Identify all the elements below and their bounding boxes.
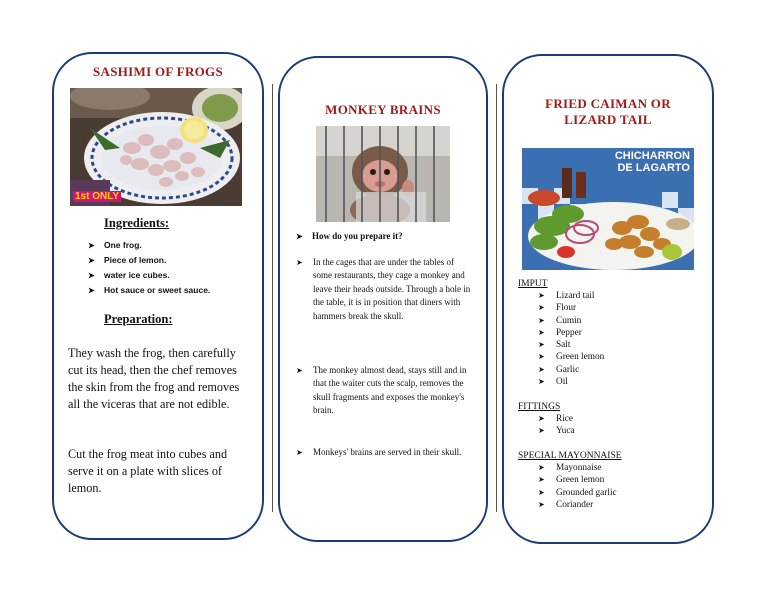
list-item: ➤ Hot sauce or sweet sauce.	[88, 283, 248, 298]
monkey-title: MONKEY BRAINS	[325, 102, 441, 117]
list-item: ➤ Piece of lemon.	[88, 253, 248, 268]
fittings-list	[538, 413, 698, 438]
arrow-bullet-icon: ➤	[538, 352, 545, 362]
monkey-photo	[316, 126, 450, 222]
preparation-heading: Preparation:	[104, 312, 173, 326]
prepare-step-3: ➤ Monkeys' brains are served in their skull.	[296, 446, 474, 459]
photo-caption: CHICHARRON DE LAGARTO	[614, 150, 690, 174]
list-item: ➤ Cumin	[538, 315, 582, 326]
list-item: ➤ Lizard tail	[538, 291, 595, 301]
ingredients-list	[88, 238, 248, 298]
arrow-bullet-icon: ➤	[296, 258, 303, 267]
prepare-question: ➤ How do you prepare it?	[296, 230, 474, 243]
mayonnaise-list	[538, 462, 698, 511]
arrow-bullet-icon: ➤	[538, 463, 545, 472]
arrow-bullet-icon: ➤	[538, 340, 545, 350]
preparation-paragraph-2: Cut the frog meat into cubes and serve it on a plate with slices of lemon.	[68, 447, 228, 495]
arrow-bullet-icon: ➤	[538, 475, 545, 485]
arrow-bullet-icon: ➤	[88, 271, 95, 280]
arrow-bullet-icon: ➤	[538, 414, 545, 423]
list-item: ➤ Mayonnaise	[538, 463, 602, 473]
input-list	[538, 290, 698, 388]
arrow-bullet-icon: ➤	[296, 366, 303, 375]
list-item: ➤ Green lemon	[538, 475, 605, 486]
chicharron-photo	[522, 148, 694, 270]
input-heading: IMPUT	[518, 279, 548, 289]
panel-divider-left	[272, 84, 273, 512]
list-item: ➤ One frog.	[88, 238, 248, 253]
list-item: ➤ Flour	[538, 303, 577, 314]
caiman-title: FRIED CAIMAN OR LIZARD TAIL	[545, 96, 671, 127]
list-item: ➤ Rice	[538, 414, 574, 424]
ingredients-heading: Ingredients:	[104, 216, 170, 230]
arrow-bullet-icon: ➤	[538, 364, 545, 374]
photo-badge: 1st ONLY	[75, 191, 120, 202]
list-item: ➤ Garlic	[538, 364, 580, 375]
list-item: ➤ Oil	[538, 377, 568, 388]
panel-divider-right	[496, 84, 497, 512]
prepare-step-1: ➤ In the cages that are under the tables of some restaurants, they cage a monkey and leave their heads outside. Through a hole in the table, it is in position that diners with hammers break the skull.	[296, 257, 471, 321]
arrow-bullet-icon: ➤	[538, 291, 545, 300]
arrow-bullet-icon: ➤	[88, 286, 95, 295]
arrow-bullet-icon: ➤	[296, 448, 303, 457]
frog-sashimi-photo	[70, 88, 242, 206]
preparation-paragraph-1: They wash the frog, then carefully cut its head, then the chef removes the skin from the frog and removes all the viceras that are not edible.	[68, 346, 240, 411]
arrow-bullet-icon: ➤	[538, 315, 545, 325]
sashimi-title: SASHIMI OF FROGS	[92, 64, 223, 79]
arrow-bullet-icon: ➤	[538, 327, 545, 337]
list-item: ➤ water ice cubes.	[88, 268, 248, 283]
arrow-bullet-icon: ➤	[538, 303, 545, 313]
list-item: ➤ Coriander	[538, 499, 594, 510]
arrow-bullet-icon: ➤	[538, 487, 545, 497]
arrow-bullet-icon: ➤	[88, 241, 95, 250]
list-item: ➤ Pepper	[538, 327, 582, 338]
arrow-bullet-icon: ➤	[88, 256, 95, 265]
list-item: ➤ Salt	[538, 340, 571, 351]
fittings-heading: FITTINGS	[518, 402, 561, 412]
list-item: ➤ Green lemon	[538, 352, 605, 363]
arrow-bullet-icon: ➤	[538, 499, 545, 509]
prepare-step-2: ➤ The monkey almost dead, stays still and in that the waiter cuts the scalp, removes the skull fragments and exposes the monkey's brain.	[296, 365, 467, 416]
mayonnaise-heading: SPECIAL MAYONNAISE	[518, 451, 622, 461]
arrow-bullet-icon: ➤	[538, 426, 545, 436]
arrow-bullet-icon: ➤	[538, 377, 545, 387]
arrow-bullet-icon: ➤	[296, 232, 303, 241]
list-item: ➤ Yuca	[538, 426, 575, 437]
list-item: ➤ Grounded garlic	[538, 487, 617, 498]
